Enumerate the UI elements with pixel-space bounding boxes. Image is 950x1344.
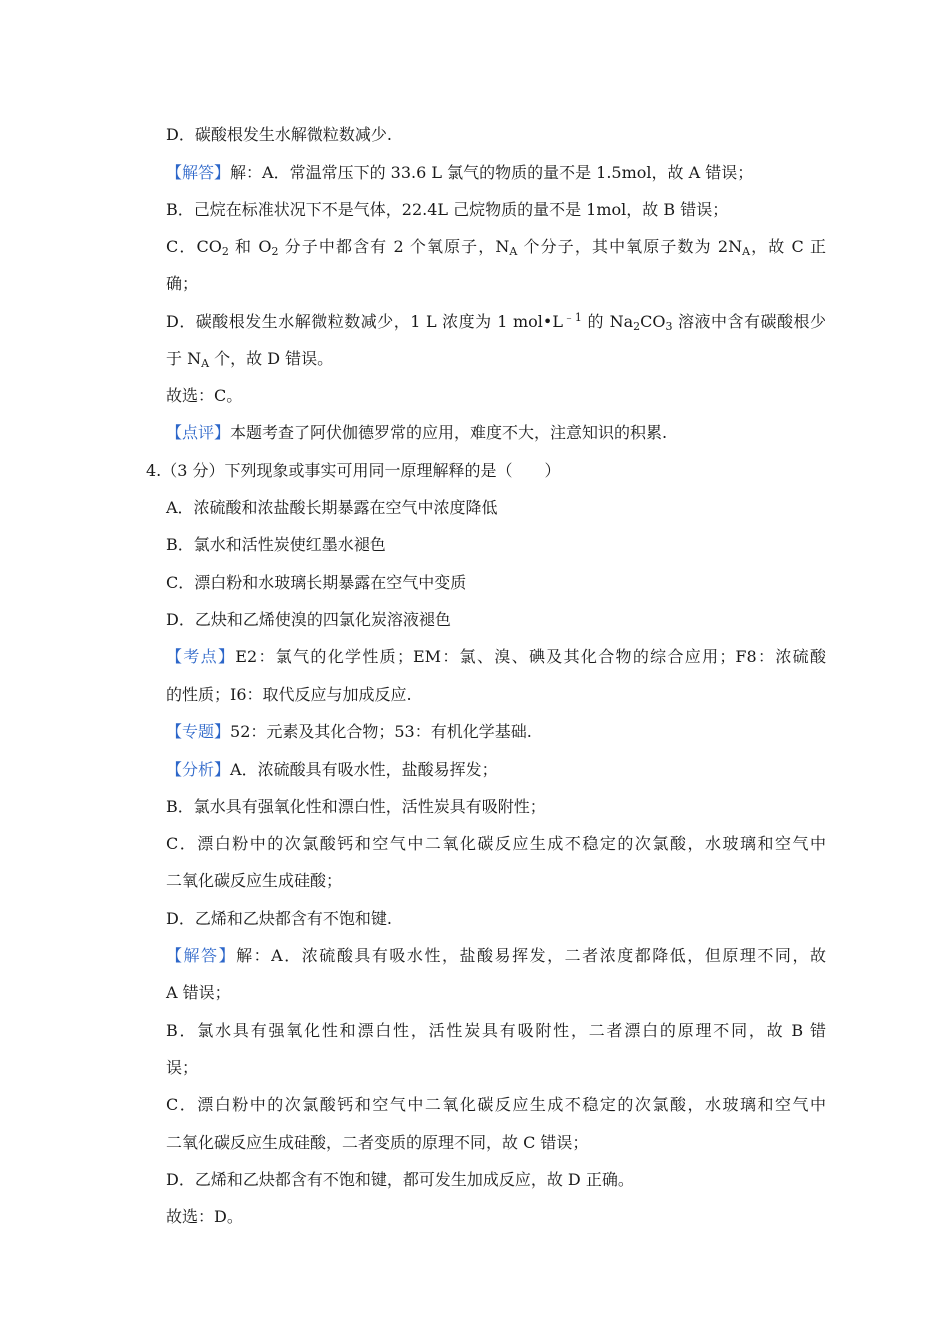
q3-answer-line-1 [166, 163, 826, 183]
kaodian-text: E2：氯气的化学性质；EM：氯、溴、碘及其化合物的综合应用；F8：浓硫酸 [235, 647, 826, 666]
q3-answer-b: B．己烷在标准状况下不是气体，22.4L 己烷物质的量不是 1mol，故 B 错误； [166, 200, 729, 219]
q4-option-c: C．漂白粉和水玻璃长期暴露在空气中变质 [166, 573, 467, 592]
q4-kaodian [166, 647, 826, 667]
q4-jieda-d: D．乙烯和乙炔都含有不饱和键，都可发生加成反应，故 D 正确。 [166, 1170, 634, 1189]
zhuanti-text: 52：元素及其化合物；53：有机化学基础. [230, 722, 532, 741]
fenxi-tag: 【分析】 [166, 760, 231, 779]
d-sub: 3 [665, 320, 673, 333]
d-text: 溶液中含有碳酸根少 [672, 312, 826, 331]
q4-kaodian-cont: 的性质；I6：取代反应与加成反应. [166, 685, 412, 704]
c-text: 个分子，其中氧原子数为 2N [517, 237, 743, 256]
jieda-tag: 【解答】 [166, 946, 237, 965]
q4-stem: 4.（3 分）下列现象或事实可用同一原理解释的是（ ） [146, 461, 561, 480]
answer-tag: 【解答】 [166, 163, 231, 182]
q4-fenxi-c: C．漂白粉中的次氯酸钙和空气中二氧化碳反应生成不稳定的次氯酸，水玻璃和空气中 [166, 834, 826, 853]
q3-choice: 故选：C。 [166, 386, 243, 405]
q4-jieda [166, 946, 826, 966]
q4-option-a: A．浓硫酸和浓盐酸长期暴露在空气中浓度降低 [166, 498, 498, 517]
q3-answer-c-cont: 确； [166, 274, 199, 293]
q4-fenxi-b: B．氯水具有强氧化性和漂白性，活性炭具有吸附性； [166, 797, 546, 816]
q4-option-b: B．氯水和活性炭使红墨水褪色 [166, 535, 386, 554]
q4-fenxi [166, 760, 826, 780]
d-text: 个，故 D 错误。 [209, 349, 334, 368]
q4-jieda-c-cont: 二氧化碳反应生成硅酸，二者变质的原理不同，故 C 错误； [166, 1133, 589, 1152]
q4-option-d: D．乙炔和乙烯使溴的四氯化炭溶液褪色 [166, 610, 451, 629]
q3-answer-lead: 解：A．常温常压下的 33.6 L 氯气的物质的量不是 1.5mol，故 A 错误； [230, 163, 754, 182]
kaodian-tag: 【考点】 [166, 647, 236, 666]
q4-zhuanti [166, 722, 826, 742]
d-text: CO [640, 312, 666, 331]
q3-answer-c [166, 237, 826, 257]
d-sup: ﹣1 [562, 311, 582, 324]
d-sub: 2 [633, 320, 641, 333]
d-sub: A [201, 357, 210, 370]
q4-jieda-a-cont: A 错误； [166, 983, 231, 1002]
d-text: D．碳酸根发生水解微粒数减少，1 L 浓度为 1 mol•L [166, 312, 563, 331]
q4-fenxi-c-cont: 二氧化碳反应生成硅酸； [166, 871, 343, 890]
q3-answer-d [166, 312, 826, 332]
d-text: 的 Na [581, 312, 634, 331]
zhuanti-tag: 【专题】 [166, 722, 231, 741]
q3-option-d: D．碳酸根发生水解微粒数减少. [166, 125, 392, 144]
q3-answer-d-cont [166, 349, 826, 369]
c-sub: A [509, 245, 518, 258]
c-text: C．CO [166, 237, 222, 256]
comment-tag: 【点评】 [166, 423, 231, 442]
q4-jieda-b-cont: 误； [166, 1058, 199, 1077]
c-sub: A [742, 245, 751, 258]
c-text: 和 O [228, 237, 272, 256]
q4-fenxi-d: D．乙烯和乙炔都含有不饱和键. [166, 909, 392, 928]
fenxi-text: A．浓硫酸具有吸水性，盐酸易挥发； [230, 760, 498, 779]
c-text: ，故 C 正 [750, 237, 826, 256]
q4-jieda-c: C．漂白粉中的次氯酸钙和空气中二氧化碳反应生成不稳定的次氯酸，水玻璃和空气中 [166, 1095, 826, 1114]
jieda-text: 解：A．浓硫酸具有吸水性，盐酸易挥发，二者浓度都降低，但原理不同，故 [236, 946, 826, 965]
d-text: 于 N [166, 349, 202, 368]
c-sub: 2 [221, 245, 229, 258]
c-text: 分子中都含有 2 个氧原子，N [278, 237, 510, 256]
comment-text: 本题考查了阿伏伽德罗常的应用，难度不大，注意知识的积累. [230, 423, 668, 442]
q4-choice: 故选：D。 [166, 1207, 243, 1226]
q3-comment [166, 423, 826, 443]
c-sub: 2 [271, 245, 279, 258]
q4-jieda-b: B．氯水具有强氧化性和漂白性，活性炭具有吸附性，二者漂白的原理不同，故 B 错 [166, 1021, 826, 1040]
